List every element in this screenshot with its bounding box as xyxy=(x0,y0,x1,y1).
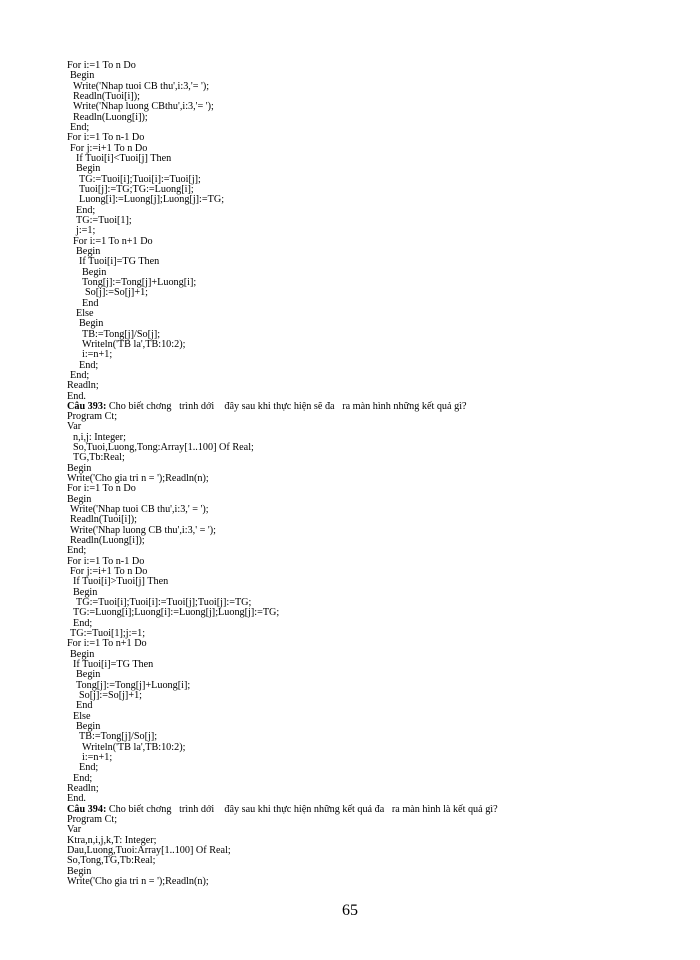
code-line xyxy=(67,577,667,587)
code-text: Tong[j]:=Tong[j]+Luong[i]; xyxy=(82,276,197,288)
code-text: If Tuoi[i]=TG Then xyxy=(79,256,160,268)
code-line xyxy=(67,846,667,856)
code-text: For i:=1 To n+1 Do xyxy=(73,235,153,247)
code-text: Readln(Luong[i]); xyxy=(70,535,145,547)
code-line xyxy=(67,650,667,660)
code-line xyxy=(67,763,667,773)
code-text: End; xyxy=(79,359,99,371)
code-line xyxy=(67,608,667,618)
code-text: Program Ct; xyxy=(67,813,118,825)
code-line xyxy=(67,206,667,216)
code-text: TG:=Tuoi[1];j:=1; xyxy=(70,628,146,640)
code-text: i:=n+1; xyxy=(82,751,113,763)
code-line xyxy=(67,443,667,453)
code-line xyxy=(67,422,667,432)
code-text: End; xyxy=(70,121,90,133)
code-text: End; xyxy=(79,762,99,774)
code-text: So,Tong,TG,Tb:Real; xyxy=(67,855,156,867)
question-text: Cho biết chơng trình dới đây sau khi thực hiện sẽ đa ra màn hình những kết quả gì? xyxy=(106,400,467,412)
code-line xyxy=(67,350,667,360)
code-text: TB:=Tong[j]/So[j]; xyxy=(82,328,161,340)
code-line xyxy=(67,536,667,546)
code-text: For i:=1 To n-1 Do xyxy=(67,555,145,567)
code-text: Begin xyxy=(76,721,101,732)
code-text: Begin xyxy=(76,245,101,257)
code-text: Write('Nhap tuoi CB thu',i:3,' = '); xyxy=(70,504,209,516)
code-text: TG,Tb:Real; xyxy=(73,452,125,464)
code-text: Readln; xyxy=(67,782,99,794)
code-line xyxy=(67,774,667,784)
code-text: Begin xyxy=(82,266,107,278)
code-text: n,i,j: Integer; xyxy=(73,431,126,443)
code-line xyxy=(67,453,667,463)
code-line xyxy=(67,743,667,753)
code-line xyxy=(67,216,667,226)
code-text: Begin xyxy=(67,865,92,877)
code-text: For i:=1 To n-1 Do xyxy=(67,132,145,144)
code-text: End xyxy=(82,297,99,309)
code-line xyxy=(67,309,667,319)
code-text: TG:=Luong[i];Luong[i]:=Luong[j];Luong[j]:=TG; xyxy=(73,607,280,619)
code-line xyxy=(67,361,667,371)
code-line xyxy=(67,340,667,350)
code-text: End; xyxy=(73,772,93,784)
code-text: If Tuoi[i]=TG Then xyxy=(73,659,154,671)
question-text: Cho biết chơng trình dới đây sau khi thực hiện những kết quả đa ra màn hình là kết quả gì? xyxy=(106,803,498,815)
code-line xyxy=(67,371,667,381)
code-line xyxy=(67,299,667,309)
code-text: Var xyxy=(67,824,82,836)
code-line xyxy=(67,237,667,247)
code-text: Readln(Tuoi[i]); xyxy=(73,90,140,102)
code-text: Write('Cho gia tri n = ');Readln(n); xyxy=(67,473,209,485)
code-line xyxy=(67,877,667,887)
code-text: End; xyxy=(70,369,90,381)
code-text: So[j]:=So[j]+1; xyxy=(79,690,142,702)
code-text: Luong[i]:=Luong[j];Luong[j]:=TG; xyxy=(79,194,225,206)
question-line xyxy=(67,402,667,412)
code-text: So,Tuoi,Luong,Tong:Array[1..100] Of Real; xyxy=(73,442,254,454)
code-text: TG:=Tuoi[i];Tuoi[i]:=Tuoi[j];Tuoi[j]:=TG; xyxy=(76,597,252,609)
code-line xyxy=(67,660,667,670)
code-text: Begin xyxy=(70,70,95,82)
code-text: TG:=Tuoi[i];Tuoi[i]:=Tuoi[j]; xyxy=(79,173,201,185)
code-line xyxy=(67,474,667,484)
code-line xyxy=(67,113,667,123)
code-line xyxy=(67,102,667,112)
code-text: End; xyxy=(73,617,93,629)
code-line xyxy=(67,61,667,71)
code-text: Dau,Luong,Tuoi:Array[1..100] Of Real; xyxy=(67,844,231,856)
code-text: So[j]:=So[j]+1; xyxy=(85,287,148,299)
code-line xyxy=(67,691,667,701)
code-line xyxy=(67,825,667,835)
code-text: Begin xyxy=(67,462,92,474)
code-text: End. xyxy=(67,793,86,805)
code-line xyxy=(67,639,667,649)
code-line xyxy=(67,546,667,556)
code-text: Var xyxy=(67,421,82,433)
code-text: Else xyxy=(76,307,94,319)
code-line xyxy=(67,701,667,711)
code-text: Readln(Luong[i]); xyxy=(73,111,148,123)
code-line xyxy=(67,753,667,763)
code-line xyxy=(67,195,667,205)
code-text: Write('Nhap luong CB thu',i:3,' = '); xyxy=(70,524,216,536)
code-text: Program Ct; xyxy=(67,411,118,423)
question-line xyxy=(67,805,667,815)
code-text: Begin xyxy=(76,669,101,681)
code-text: Writeln('TB la',TB:10:2); xyxy=(82,741,186,753)
code-text: Write('Nhap tuoi CB thu',i:3,'= '); xyxy=(73,80,210,92)
code-text: End; xyxy=(67,545,87,557)
code-line xyxy=(67,381,667,391)
code-text: Else xyxy=(73,710,91,722)
code-line xyxy=(67,257,667,267)
code-line xyxy=(67,557,667,567)
code-text: j:=1; xyxy=(76,225,96,237)
code-text: If Tuoi[i]>Tuoi[j] Then xyxy=(73,576,169,588)
code-text: End; xyxy=(76,204,96,216)
code-line xyxy=(67,484,667,494)
code-text: For j:=i+1 To n Do xyxy=(70,142,148,154)
code-text: Begin xyxy=(76,163,101,175)
code-line xyxy=(67,526,667,536)
code-line xyxy=(67,133,667,143)
code-line xyxy=(67,815,667,825)
code-text: Ktra,n,i,j,k,T: Integer; xyxy=(67,834,157,846)
code-text: For i:=1 To n Do xyxy=(67,60,136,71)
code-line xyxy=(67,123,667,133)
code-text: Begin xyxy=(73,586,98,598)
code-line xyxy=(67,278,667,288)
code-line xyxy=(67,154,667,164)
code-text: Readln; xyxy=(67,380,99,392)
code-line xyxy=(67,856,667,866)
question-number: Câu 394: xyxy=(67,803,107,815)
code-line xyxy=(67,681,667,691)
code-line xyxy=(67,226,667,236)
code-line xyxy=(67,82,667,92)
page-number: 65 xyxy=(342,902,358,919)
code-text: Write('Cho gia tri n = ');Readln(n); xyxy=(67,875,209,887)
code-text: Tuoi[j]:=TG;TG:=Luong[i]; xyxy=(79,183,194,195)
question-number: Câu 393: xyxy=(67,400,107,412)
code-line xyxy=(67,712,667,722)
code-text: Writeln('TB la',TB:10:2); xyxy=(82,338,186,350)
code-text: For j:=i+1 To n Do xyxy=(70,566,148,578)
code-text: Readln(Tuoi[i]); xyxy=(70,514,137,526)
code-text: End. xyxy=(67,390,86,402)
code-line xyxy=(67,629,667,639)
code-text: Begin xyxy=(67,493,92,505)
code-text: Write('Nhap luong CBthu',i:3,'= '); xyxy=(73,101,214,113)
code-line xyxy=(67,619,667,629)
code-text: For i:=1 To n Do xyxy=(67,483,136,495)
code-text: Tong[j]:=Tong[j]+Luong[i]; xyxy=(76,679,191,691)
code-text: Begin xyxy=(79,318,104,330)
code-text: If Tuoi[i]<Tuoi[j] Then xyxy=(76,152,172,164)
code-text: TB:=Tong[j]/So[j]; xyxy=(79,731,158,743)
code-line xyxy=(67,288,667,298)
code-text: TG:=Tuoi[1]; xyxy=(76,214,132,226)
code-text: Begin xyxy=(70,648,95,660)
code-text: For i:=1 To n+1 Do xyxy=(67,638,147,650)
code-line xyxy=(67,784,667,794)
code-line xyxy=(67,412,667,422)
code-text: End xyxy=(76,700,93,712)
code-line xyxy=(67,505,667,515)
pascal-code-block xyxy=(67,61,667,887)
code-text: i:=n+1; xyxy=(82,349,113,361)
